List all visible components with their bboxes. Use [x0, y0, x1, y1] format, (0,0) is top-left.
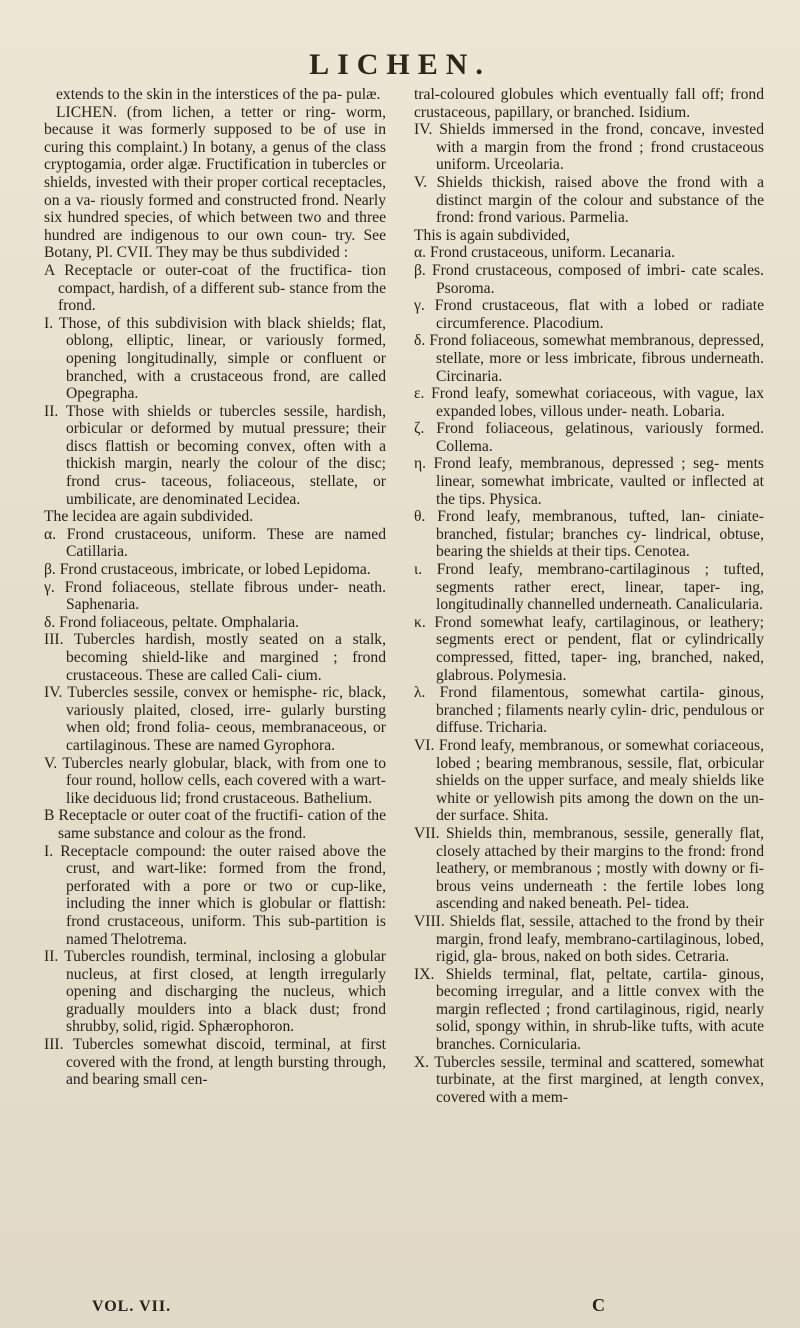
paragraph: extends to the skin in the interstices of the pa- pulæ.: [56, 86, 381, 103]
paragraph: α. Frond crustaceous, uniform. Lecanaria.: [414, 244, 676, 262]
paragraph: This is again subdivided,: [414, 226, 570, 244]
paragraph: VI. Frond leafy, membranous, or somewhat coriaceous, lobed ; bearing membranous, sessile, flat, orbicular shields on the upper surface, and mealy shields like white or yellowish pits among the down on the un- der surface. Shita.: [414, 736, 764, 825]
paragraph: β. Frond crustaceous, imbricate, or lobed Lepidoma.: [44, 561, 371, 579]
paragraph: II. Tubercles roundish, terminal, inclosing a globular nucleus, at first closed, at length irregularly opening and discharging the nucleus, which gradually moulders into a black dust; frond shrubby, solid, rigid. Sphærophoron.: [44, 948, 386, 1036]
paragraph: θ. Frond leafy, membranous, tufted, lan- ciniate-branched, fistular; branches cy- lindrical, obtuse, bearing the shields at their tips. Cenotea.: [414, 508, 764, 561]
paragraph: γ. Frond foliaceous, stellate fibrous under- neath. Saphenaria.: [44, 578, 386, 614]
paragraph: η. Frond leafy, membranous, depressed ; seg- ments linear, somewhat imbricate, vaulted or inflected at the tips. Physica.: [414, 455, 764, 508]
paragraph: γ. Frond crustaceous, flat with a lobed or radiate circumference. Placodium.: [414, 297, 764, 332]
running-head: [0, 6, 800, 81]
paragraph: IX. Shields terminal, flat, peltate, cartila- ginous, becoming irregular, and a little convex with the margin reflected ; frond cartilaginous, rigid, nearly solid, spongy within, in shrub-like tufts, with acute branches. Cornicularia.: [414, 965, 764, 1054]
paragraph: VIII. Shields flat, sessile, attached to the frond by their margin, frond leafy, membrano-cartilaginous, lobed, rigid, gla- brous, naked on both sides. Cetraria.: [414, 912, 764, 966]
paragraph: I. Receptacle compound: the outer raised above the crust, and wart-like: formed from the frond, perforated with a pore or two or cup-like, including the inner which is globular or flattish: frond crustaceous, uniform. This sub-partition is named Thelotrema.: [44, 842, 386, 948]
paragraph: A Receptacle or outer-coat of the fructifica- tion compact, hardish, of a different sub- stance from the frond.: [44, 261, 386, 315]
paragraph: III. Tubercles hardish, mostly seated on a stalk, becoming shield-like and margined ; frond crustaceous. These are called Cali- cium.: [44, 631, 386, 684]
page-title: LICHEN.: [309, 48, 491, 81]
paragraph: α. Frond crustaceous, uniform. These are named Catillaria.: [44, 525, 386, 561]
paragraph: δ. Frond foliaceous, somewhat membranous, depressed, stellate, more or less imbricate, fibrous underneath. Circinaria.: [414, 332, 764, 385]
paragraph: I. Those, of this subdivision with black shields; flat, oblong, elliptic, linear, or variously formed, opening longitudinally, simple or confluent or branched, with a crustaceous frond, are called Opegrapha.: [44, 314, 386, 403]
paragraph: IV. Tubercles sessile, convex or hemisphe- ric, black, variously plaited, closed, irre- gularly bursting when old; frond folia- ceous, membranaceous, or cartilaginous. These are named Gyrophora.: [44, 684, 386, 754]
paragraph: δ. Frond foliaceous, peltate. Omphalaria.: [44, 613, 300, 631]
paragraph: ι. Frond leafy, membrano-cartilaginous ; tufted, segments rather erect, linear, taper- ing, longitudinally channelled underneath. Canalicularia.: [414, 561, 764, 614]
paragraph: tral-coloured globules which eventually fall off; frond crustaceous, papillary, or branched. Isidium.: [414, 86, 764, 121]
paragraph: The lecidea are again subdivided.: [44, 508, 254, 526]
paragraph: VII. Shields thin, membranous, sessile, generally flat, closely attached by their margins to the frond: frond leathery, or membranous ; mostly with downy or fi- brous veins underneath : the fertile lobes long ascending and naked beneath. Pel- tidea.: [414, 824, 764, 913]
paragraph: β. Frond crustaceous, composed of imbri- cate scales. Psoroma.: [414, 261, 764, 297]
paragraph: V. Tubercles nearly globular, black, with from one to four round, hollow cells, each covered with a wart-like deciduous lid; frond crustaceous. Bathelium.: [44, 754, 386, 807]
paragraph: κ. Frond somewhat leafy, cartilaginous, or leathery; segments erect or pendent, flat or cylindrically compressed, fitted, taper- ing, branched, naked, glabrous. Polymesia.: [414, 613, 764, 684]
paragraph: III. Tubercles somewhat discoid, terminal, at first covered with the frond, at length bursting through, and bearing small cen-: [44, 1036, 386, 1089]
paragraph: λ. Frond filamentous, somewhat cartila- ginous, branched ; filaments nearly cylin- dric, pendulous or diffuse. Tricharia.: [414, 684, 764, 737]
paragraph: ε. Frond leafy, somewhat coriaceous, with vague, lax expanded lobes, villous under- neath. Lobaria.: [414, 385, 764, 420]
paragraph: V. Shields thickish, raised above the frond with a distinct margin of the colour and substance of the frond: frond various. Parmelia.: [414, 173, 764, 227]
paragraph: B Receptacle or outer coat of the fructifi- cation of the same substance and colour as the frond.: [44, 807, 386, 842]
signature-mark: C: [592, 1295, 606, 1315]
volume-number: VOL. VII.: [92, 1298, 172, 1315]
paragraph: II. Those with shields or tubercles sessile, hardish, orbicular or deformed by mutual pressure; their discs flattish or becoming convex, often with a thickish margin, nearly the colour of the disc; frond crus- taceous, foliaceous, stellate, or umbilicate, are denominated Lecidea.: [44, 402, 386, 508]
paragraph: LICHEN. (from lichen, a tetter or ring- worm, because it was formerly supposed to be of use in curing this complaint.) In botany, a genus of the class cryptogamia, order algæ. Fructification in tubercles or shields, invested with their proper cortical receptacles, on a va- riously formed and constructed frond. Nearly six hundred species, of which between two and three hundred are indigenous to our own coun- try. See Botany, Pl. CVII. They may be thus subdivided :: [44, 103, 386, 262]
paragraph: IV. Shields immersed in the frond, concave, invested with a margin from the frond ; frond crustaceous uniform. Urceolaria.: [414, 121, 764, 174]
left-column: [44, 86, 386, 1089]
paragraph: X. Tubercles sessile, terminal and scattered, somewhat turbinate, at the first margined, at length convex, covered with a mem-: [414, 1053, 764, 1106]
right-column: [414, 86, 764, 1106]
paragraph: ζ. Frond foliaceous, gelatinous, variously formed. Collema.: [414, 420, 764, 455]
